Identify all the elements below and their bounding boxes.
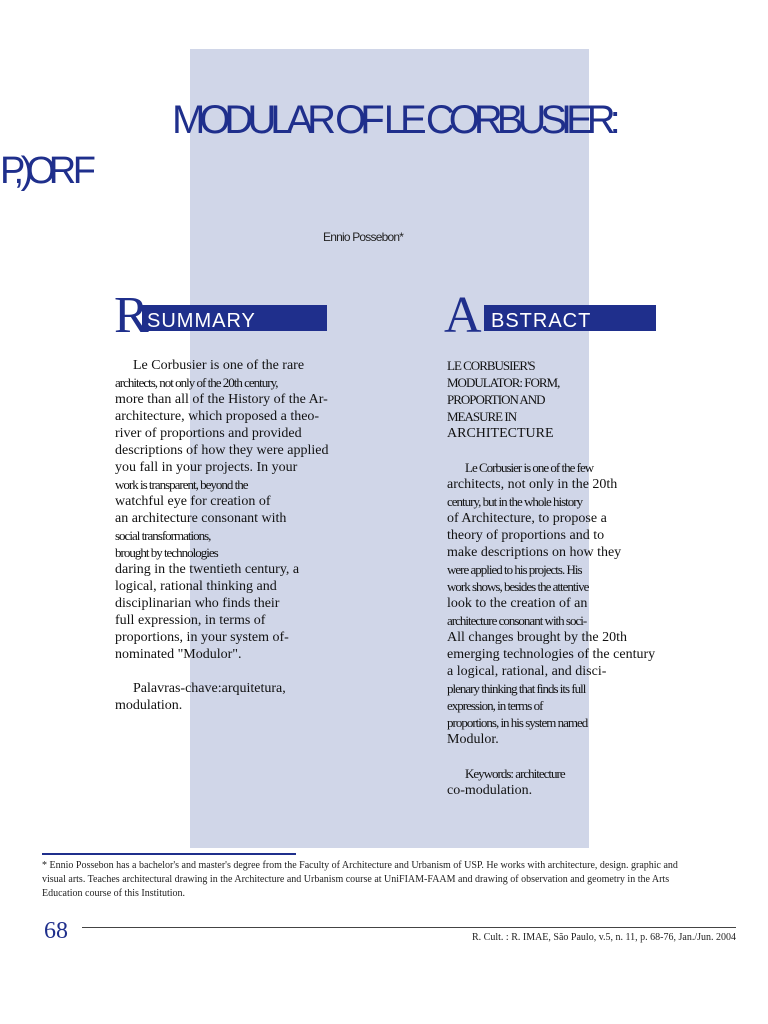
abstract-line: MODULATOR: FORM, [447,375,560,390]
abstract-line: All changes brought by the 20th [447,630,628,645]
abstract-line: LE CORBUSIER'S [447,358,535,373]
resumo-line [115,663,340,680]
abstract-line: architects, not only in the 20th [447,477,618,492]
abstract-line: were applied to his projects. His [447,562,582,577]
abstract-line [447,442,687,459]
page-title: MODULAR OF LE CORBUSIER: [172,98,615,142]
resumo-line: you fall in your projects. In your [115,460,298,475]
resumo-line: logical, rational thinking and [115,579,277,594]
resumo-line: disciplinarian who finds their [115,596,280,611]
abstract-line: PROPORTION AND [447,392,545,407]
resumo-line: social transformations, [115,528,211,543]
resumo-line: daring in the twentieth century, a [115,562,300,577]
abstract-line: ARCHITECTURE [447,426,554,441]
abstract-line: emerging technologies of the century [447,647,656,662]
resumo-line: brought by technologies [115,545,218,560]
abstract-line: Modulor. [447,732,499,747]
author-name: Ennio Possebon* [323,230,404,244]
resumo-line: nominated "Modulor". [115,647,242,662]
resumo-line: Palavras-chave:arquitetura, [133,681,286,696]
summary-header-initial: R [114,287,149,344]
page-subtitle: P, )OR F [0,150,89,192]
abstract-line: MEASURE IN [447,409,517,424]
resumo-line: work is transparent, beyond the [115,477,248,492]
resumo-line: Le Corbusier is one of the rare [133,358,305,373]
abstract-line: look to the creation of an [447,596,588,611]
footnote-rule [42,853,296,855]
resumo-line: full expression, in terms of [115,613,266,628]
abstract-line: make descriptions on how they [447,545,622,560]
abstract-line: co-modulation. [447,783,533,798]
resumo-line: modulation. [115,698,183,713]
summary-header-word: SUMMARY [147,310,256,332]
footnote: * Ennio Possebon has a bachelor's and master's degree from the Faculty of Architecture and Urbanism of USP. He works with architecture, design. graphic and visual arts. Teaches architectural drawing in the Architecture and Urbanism course at UniFIAM-FAAM and drawing of observation and geometry in the Arts Education course of this Institution. [42,860,678,899]
abstract-line: of Architecture, to propose a [447,511,607,526]
resumo-line: architecture, which proposed a theo- [115,409,320,424]
abstract-line: work shows, besides the attentive [447,579,589,594]
summary-body [115,357,340,714]
abstract-line: plenary thinking that finds its full [447,681,586,696]
page-number: 68 [44,918,68,944]
abstract-line: a logical, rational, and disci- [447,664,607,679]
resumo-line: architects, not only of the 20th century, [115,375,278,390]
abstract-line [447,748,687,765]
resumo-line: watchful eye for creation of [115,494,271,509]
bottom-rule [82,927,736,928]
abstract-header-initial: A [444,287,482,344]
resumo-line: an architecture consonant with [115,511,287,526]
abstract-header-word: BSTRACT [491,310,592,332]
resumo-line: descriptions of how they were applied [115,443,329,458]
abstract-line: theory of proportions and to [447,528,605,543]
abstract-line: architecture consonant with soci- [447,613,587,628]
citation: R. Cult. : R. IMAE, São Paulo, v.5, n. 11, p. 68-76, Jan./Jun. 2004 [472,932,736,943]
abstract-line: Le Corbusier is one of the few [465,460,594,475]
abstract-body [447,357,687,799]
abstract-line: Keywords: architecture [465,766,565,781]
abstract-line: expression, in terms of [447,698,543,713]
resumo-line: proportions, in your system of- [115,630,289,645]
resumo-line: river of proportions and provided [115,426,302,441]
resumo-line: more than all of the History of the Ar- [115,392,328,407]
abstract-line: century, but in the whole history [447,494,583,509]
abstract-line: proportions, in his system named [447,715,588,730]
